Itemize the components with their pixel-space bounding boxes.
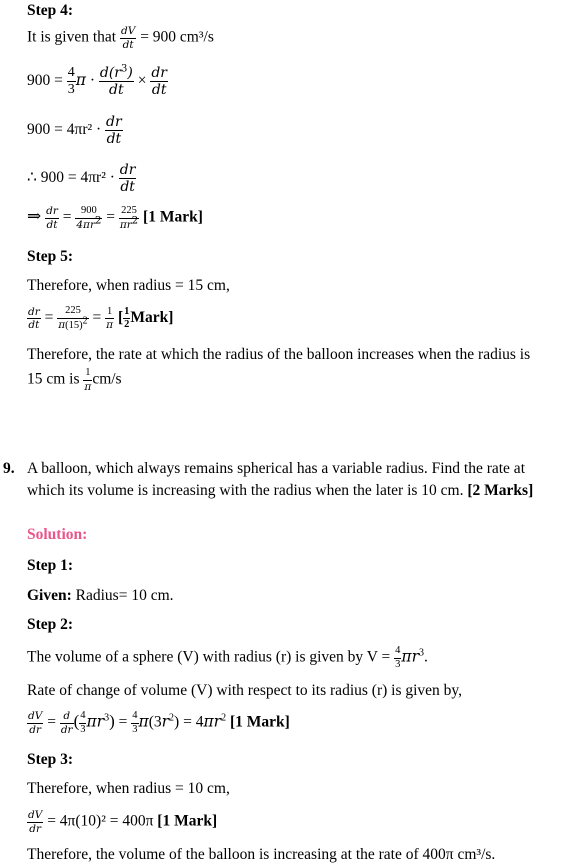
question-text: which its volume is increasing with the radius when the later is 10 cm. xyxy=(27,482,464,499)
step5-text: Therefore, when radius = 15 cm, xyxy=(27,277,230,294)
dr-dt-fraction: $\frac{dr}{dt}$ xyxy=(28,305,40,331)
step3-text: Therefore, when radius = 10 cm, xyxy=(27,780,230,797)
dr-dt-fraction: $\frac{dr}{dt}$ xyxy=(119,162,136,195)
four-thirds-fraction: $\frac{4}{3}$ xyxy=(395,645,401,670)
dV-dr-fraction: $\frac{dV}{dr}$ xyxy=(28,710,43,736)
dV-dt-fraction: $\frac{dV}{dt}$ xyxy=(121,25,136,51)
four-thirds-fraction: $\frac{4}{3}$ xyxy=(67,65,75,97)
mark-label: [1 Mark] xyxy=(143,208,203,226)
step5-heading: Step 5: xyxy=(27,248,74,265)
dr-dt-fraction: $\frac{dr}{dt}$ xyxy=(151,65,167,98)
final-conclusion: Therefore, the volume of the balloon is increasing at the rate of 400π cm³/s. xyxy=(27,846,496,863)
step4-given-line xyxy=(27,26,214,50)
four-thirds-fraction: $\frac{4}{3}$ xyxy=(132,710,138,735)
225-over-pi-15-sq-fraction: $\frac{225}{\pi(15)^2}$ xyxy=(58,305,88,331)
question-marks: [2 Marks] xyxy=(467,482,534,499)
question-text-line-1: A balloon, which always remains spherical has a variable radius. Find the rate at xyxy=(27,460,525,477)
equation-lhs: ∴ 900 = 4πr² · xyxy=(27,169,115,187)
step2-volume-line: The volume of a sphere (V) with radius (r) is given by V = $\frac{4}{3}$ $\pi r^3$. xyxy=(27,645,428,670)
step2-derivative-equation: $\frac{dV}{dr}$ = $\frac{d}{dr}$ ( $\frac{4}{3}$ $\pi r^3$) = $\frac{4}{3}$ $\pi(3r^2) = 4\pi r^2$ [1 Mark] xyxy=(28,710,290,736)
225-over-pir2-fraction: $\frac{225}{\pi r^2}$ xyxy=(119,205,139,231)
given-line xyxy=(27,587,174,605)
conclusion-unit: cm/s xyxy=(92,370,122,388)
step5-conclusion-line-1: Therefore, the rate at which the radius of the balloon increases when the radius is xyxy=(27,346,531,363)
dV-dr-fraction: $\frac{dV}{dr}$ xyxy=(28,809,43,835)
equation-lhs: 900 = 4πr² · xyxy=(27,121,102,139)
question-number: 9. xyxy=(3,460,15,477)
volume-text: The volume of a sphere (V) with radius (r) is given by V = xyxy=(27,648,391,666)
one-over-pi-fraction: $\frac{1}{\pi}$ xyxy=(84,367,92,393)
step2-rate-line: Rate of change of volume (V) with respect to its radius (r) is given by, xyxy=(27,682,463,699)
d-dr-fraction: $\frac{d}{dr}$ xyxy=(60,710,73,736)
step5-equation: $\frac{dr}{dt}$ = $\frac{225}{\pi(15)^2}$ = $\frac{1}{\pi}$ [ $\frac{1}{2}$ Mark] xyxy=(28,305,174,331)
step2-heading: Step 2: xyxy=(27,616,74,633)
four-thirds-fraction: $\frac{4}{3}$ xyxy=(80,710,86,735)
given-intro: It is given that xyxy=(27,28,117,46)
given-text: Radius= 10 cm. xyxy=(71,587,174,604)
900-over-4pir2-fraction: $\frac{900}{4\pi r^2}$ xyxy=(76,205,102,231)
mark-label: [1 Mark] xyxy=(157,812,218,830)
step4-heading: Step 4: xyxy=(27,2,74,19)
step4-equation-2 xyxy=(27,115,123,146)
step4-equation-4: ⇒ $\frac{dr}{dt}$ = $\frac{900}{4\pi r^2}$ = $\frac{225}{\pi r^2}$ [1 Mark] xyxy=(27,205,203,231)
step1-heading: Step 1: xyxy=(27,557,74,574)
step3-equation xyxy=(27,810,217,834)
conclusion-text: 15 cm is xyxy=(27,370,80,388)
step5-conclusion-line-2 xyxy=(27,368,122,392)
question-text-line-2 xyxy=(27,482,533,500)
d-r-cubed-dt-fraction: $\frac{d(r^3)}{dt}$ xyxy=(99,63,133,98)
given-label: Given: xyxy=(27,587,72,604)
step3-result: = 4π(10)² = 400π xyxy=(47,812,154,830)
step4-equation-3 xyxy=(27,163,136,194)
dr-dt-fraction: $\frac{dr}{dt}$ xyxy=(106,114,122,147)
one-over-pi-fraction: $\frac{1}{\pi}$ xyxy=(106,305,114,331)
one-half-fraction: $\frac{1}{2}$ xyxy=(124,305,130,330)
solution-heading: Solution: xyxy=(27,526,88,543)
equation-lhs: 900 = xyxy=(27,72,63,90)
step3-heading: Step 3: xyxy=(27,751,74,768)
dr-dt-fraction: $\frac{dr}{dt}$ xyxy=(46,205,58,231)
mark-label: Mark] xyxy=(130,309,174,327)
given-value: = 900 cm³/s xyxy=(140,28,214,46)
step4-equation-1: 900 = $\frac{4}{3}$ π · $\frac{d(r^3)}{dt}$ × $\frac{dr}{dt}$ xyxy=(27,63,167,98)
mark-label: [1 Mark] xyxy=(229,713,290,731)
